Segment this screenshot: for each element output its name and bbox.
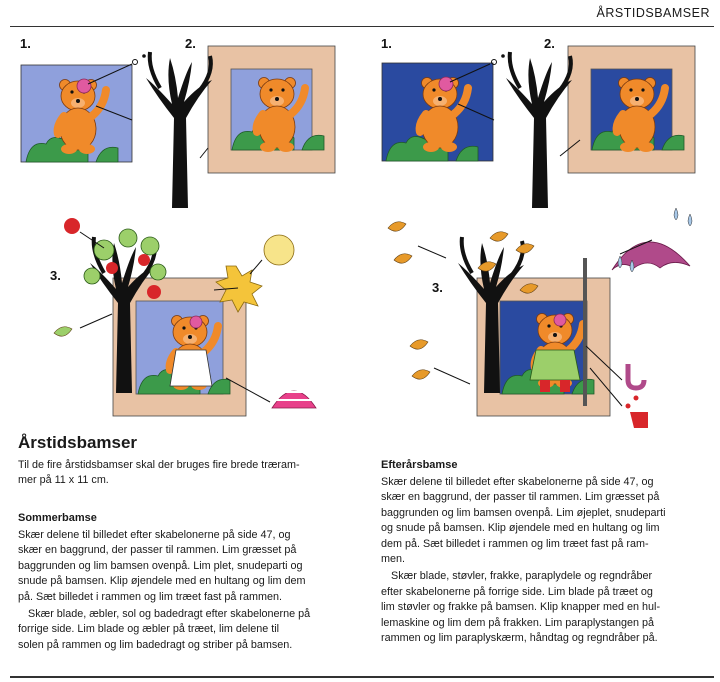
autumn-heading: Efterårsbamse [381,459,458,471]
right-step1-picture [382,54,505,161]
autumn-line: efter skabelonerne på forrige side. Lim blade på træet og [381,585,653,598]
summer-line: på. Sæt billedet i rammen og lim træet fast på rammen. [18,590,283,603]
right-step-1: 1. [381,36,392,51]
autumn-line: baggrunden og lim bamsen ovenpå. Lim øjeplet, snudeparti [381,506,666,519]
autumn-line: og snude på bamsen. Klip øjendele med en hultang og lim [381,522,660,535]
summer-line: skær en baggrund, der passer til rammen. Lim græsset på [18,544,297,557]
summer-heading: Sommerbamse [18,512,97,524]
right-step3-autumn [388,208,692,428]
summer-instructions [18,528,358,653]
autumn-line: Skær delene til billedet efter skabelonerne på side 47, og [381,476,654,488]
left-step2-frame [146,46,335,208]
summer-line: Skær delene til billedet efter skabelonerne på side 47, og [18,529,291,541]
instruction-illustrations [0,28,720,428]
intro-line: Til de fire årstidsbamser skal der bruges fire brede træram- [18,459,300,471]
right-step-2: 2. [544,36,555,51]
footer-rule [10,676,714,678]
intro-line: mer på 11 x 11 cm. [18,474,109,487]
left-step1-picture [21,54,146,162]
left-step3-summer [54,218,316,416]
left-step-3: 3. [50,268,61,283]
intro-paragraph [18,458,358,489]
autumn-line: dem på. Sæt billedet i rammen og lim træet fast på ram- [381,537,649,550]
autumn-instructions [381,475,709,646]
autumn-line: skær en baggrund, der passer til rammen. Lim græsset på [381,491,660,504]
header-rule [10,26,714,27]
autumn-line: rammen og lim paraplyskærm, håndtag og regndråber på. [381,632,658,645]
left-step-2: 2. [185,36,196,51]
page-header-title: ÅRSTIDSBAMSER [596,6,710,20]
right-step2-frame [506,46,695,208]
autumn-line: lemaskine og lim dem på frakken. Lim paraplystangen på [381,616,655,629]
summer-line: snude på bamsen. Klip øjendele med en hultang og lim dem [18,575,306,588]
autumn-line: lim støvler og frakke på bamsen. Klip knapper med en hul- [381,601,661,614]
summer-line: forrige side. Lim blade og æbler på træet, lim delene til [18,623,280,636]
left-step-1: 1. [20,36,31,51]
summer-line: solen på rammen og lim badedragt og striber på bamsen. [18,638,293,651]
summer-line: baggrunden og lim bamsen ovenpå. Lim plet, snudeparti og [18,559,303,572]
article-title: Årstidsbamser [18,433,138,452]
autumn-line: men. [381,553,406,566]
summer-line: Skær blade, æbler, sol og badedragt efter skabelonerne på [28,608,311,621]
right-step-3: 3. [432,280,443,295]
autumn-line: Skær blade, støvler, frakke, paraplydele og regndråber [391,570,653,583]
